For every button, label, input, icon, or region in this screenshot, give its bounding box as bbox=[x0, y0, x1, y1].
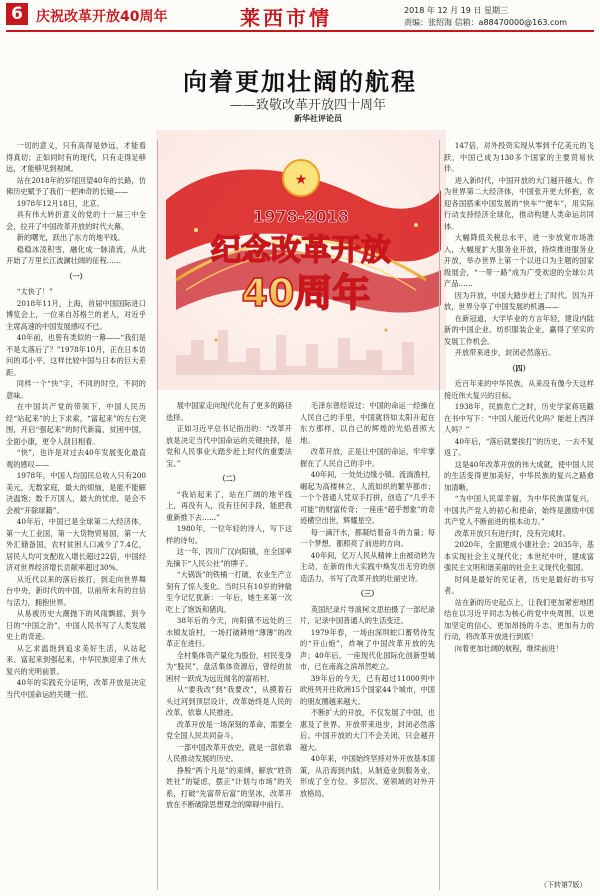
paragraph: 改革开放，正是让中国的命运，牢牢掌握在了人民自己的手中。 bbox=[300, 447, 435, 468]
banner-graphic bbox=[156, 130, 446, 390]
paragraph: 具有伟大转折意义的党的十一届三中全会，拉开了中国改革开放的时代大幕。 bbox=[6, 210, 146, 231]
article-column-1 bbox=[6, 140, 146, 890]
paragraph: 从乞求温饱到追求美好生活，从站起来、富起来到强起来，中华民族迎来了伟大复兴的光明前景。 bbox=[6, 643, 146, 676]
paragraph: 因为开放，中国大踏步赶上了时代。因为开放，世界分享了中国发展的机遇—— bbox=[444, 290, 594, 311]
paragraph: 38年后的今天，向阳镇不远处的三水镇友谊村，一场打破耕地“薄薄”的改革正在进行。 bbox=[166, 616, 292, 648]
paragraph: 近百年来的中华民族，从来没有像今天这样接近伟大复兴的目标。 bbox=[444, 379, 594, 400]
continuation-note: （下转第7版） bbox=[540, 881, 587, 889]
paragraph: 从近代以来的落后挨打，到走向世界舞台中央，新时代的中国，以前所未有的自信与活力，拥抱世界。 bbox=[6, 574, 146, 607]
paragraph: “太快了！” bbox=[16, 287, 53, 296]
article-column-2 bbox=[166, 400, 292, 890]
paragraph: 不断扩大的开放，不仅发展了中国，也惠及了世界。开放带来进步，封闭必然落后。中国开放的大门不会关闭，只会越开越大。 bbox=[300, 708, 435, 752]
paragraph: 改革开放只有进行时，没有完成时。 bbox=[454, 528, 570, 538]
paragraph: 在中国共产党的带领下，中国人民历经“站起来”的上下求索，“富起来”的左右突围，开启“强起来”的时代新篇，贫困中国，全面小康，更令人刮目相看。 bbox=[6, 402, 146, 446]
article-byline: 新华社评论员 bbox=[294, 114, 342, 123]
paragraph: 40年后，中国已是全球第二大经济体，第一大工业国，第一大货物贸易国，第一大外汇储备国，农村贫困人口减少了7.4亿，居民人均可支配收入增长超过22倍，中国经济对世界经济增长贡献率超过30%。 bbox=[6, 517, 146, 572]
editor-info: 责编：张绍海 信箱：a88470000@163.com bbox=[404, 18, 568, 27]
paragraph: 正如习近平总书记指出的：“改革开放是决定当代中国命运的关键抉择，是党和人民事业大踏步赶上时代的重要法宝。” bbox=[166, 424, 292, 468]
article-subtitle: ——致敬改革开放四十周年 bbox=[230, 98, 387, 113]
paragraph: 从“要我改”到“我要改”，从摸着石头过河到顶层设计，改革始终是人民的改革，依靠人民推进。 bbox=[166, 685, 292, 717]
paragraph: “大锅饭”的铁桶一打破，农业生产立刻有了惊人变化。当时只有10岁的钟敏至今记忆犹新：一年后，她生来第一次吃上了饱饭和猪肉。 bbox=[166, 570, 292, 614]
section-heading: （二） bbox=[218, 474, 240, 483]
paragraph: 40年前，也曾有类似的一幕——“我们是不是太落后了？”1978年10月，正在日本访问的邓小平，这样比较中国与日本的巨大差距。 bbox=[6, 333, 146, 377]
paragraph: 大幅降低关税总水平，进一步放宽市场准入，大幅度扩大服务业开放，持续推进服务业开放，举办世界上第一个以进口为主题的国家级展会，“一带一路”成为广受欢迎的全球公共产品…… bbox=[444, 233, 594, 288]
paragraph: 这是40年改革开放的伟大成就，使中国人民的生活变得更加美好，中华民族的复兴之路愈加清晰。 bbox=[444, 459, 594, 492]
paragraph: 同样一个“快”字，不同的时空，不同的意味。 bbox=[6, 379, 146, 400]
section-heading: （四） bbox=[508, 363, 530, 373]
issue-date: 2018 年 12 月 19 日 星期三 bbox=[404, 6, 508, 15]
paragraph: 站在2018年的岁尾回望40年的长路，仿佛历史赋予了我们一把神奇的长镜—— bbox=[6, 175, 146, 196]
paragraph: “为中国人民谋幸福，为中华民族谋复兴，中国共产党人的初心和使命，始终是激励中国共产党人不断前进的根本动力。” bbox=[444, 494, 594, 526]
paragraph: 1980年，一位年轻的诗人，写下这样的诗句。 bbox=[166, 524, 292, 545]
paragraph: 40年后，“落后就要挨打”的历史，一去不复返了。 bbox=[444, 436, 594, 457]
paragraph: 一部中国改革开放史，就是一部依靠人民推动发展的历史。 bbox=[166, 742, 292, 763]
banner-line1: 纪念改革开放 bbox=[211, 233, 391, 268]
paragraph: 1978年12月18日，北京。 bbox=[16, 198, 104, 208]
paragraph: 挣脱“两个凡是”的束缚，解放“姓资姓社”的疑虑，摆正“计划与市场”的关系，打破“先富带后富”的坚冰，改革开放在不断破除思想观念的障碍中前行。 bbox=[166, 765, 292, 809]
svg-text:★: ★ bbox=[294, 172, 308, 188]
banner-line2: 40周年 bbox=[241, 271, 371, 315]
anniversary-banner bbox=[156, 130, 446, 390]
paragraph: 2018年11月，上海，首届中国国际进口博览会上，一位来自苏格兰的老人，对近乎主席高速的中国发展感叹不已。 bbox=[6, 298, 146, 331]
paragraph: 在新冠道，大学毕业的方言年轻，建设内陆新的中国企业、纺织服装企业，赢得了坚实的发展工作机会。 bbox=[444, 313, 594, 346]
paragraph: 英国纪录片导演柯文思拍摄了一部纪录片，记录中国普通人的生活变迁。 bbox=[300, 604, 435, 625]
banner-years: 1978-2018 bbox=[253, 207, 349, 226]
paragraph: 147倍，对外投资实现从零到千亿美元的飞跃，中国已成为130多个国家的主要贸易伙伴。 bbox=[444, 141, 594, 173]
paragraph: 40年间，一处处边缘小镇、流淌渔村，崛起为高楼林立、人流如织的繁华都市；一个个普通人凭双手打拼，创造了“几乎不可能”的财富传奇；一座座“超乎想象”的奇迹横空出世，辉耀星空。 bbox=[300, 470, 435, 525]
section-title: 庆祝改革开放40周年 bbox=[36, 9, 168, 25]
paragraph: 1979年春，一场由深圳蛇口蓄势待发的“开山炮”，炸响了中国改革开放的先声；40年后，一座现代化国际化创新型城市，已在南海之滨昂然屹立。 bbox=[300, 627, 435, 671]
article-column-4 bbox=[444, 140, 594, 890]
paragraph: 时间是最好的见证者，历史是最好的书写者。 bbox=[444, 574, 594, 595]
paragraph: 1938年，民族危亡之时，历史学家蒋廷黻在书中写下：“中国人能近代化吗？能赶上西洋人吗？” bbox=[444, 402, 594, 434]
paragraph: 新的曙光，跃出了东方的地平线。 bbox=[16, 233, 125, 242]
section-heading: （一） bbox=[65, 271, 87, 281]
paragraph: 稳稳冰凌积雪，融化成一脉清流，从此开始了万里长江波澜壮阔的征程…… bbox=[6, 244, 146, 265]
page-number: 6 bbox=[6, 3, 28, 25]
paragraph: 2020年，全面建成小康社会；2035年，基本实现社会主义现代化；本世纪中叶，建成富强民主文明和谐美丽的社会主义现代化强国。 bbox=[444, 540, 594, 572]
masthead-logo: 莱西市情 bbox=[240, 6, 332, 30]
paragraph: 从易被历史大潮抛下的风雨飘摇，到今日的“中国之治”，中国人民书写了人类发展史上的奇迹。 bbox=[6, 609, 146, 641]
paragraph: 展中国家走向现代化有了更多的路径选择。 bbox=[166, 401, 292, 422]
column-divider bbox=[157, 140, 158, 890]
paragraph: 39年后的今天，已有超过11000列中欧班列开往欧洲15个国家44个城市，中国的朋友圈越来越大。 bbox=[300, 673, 435, 706]
section-heading: （三） bbox=[356, 589, 379, 598]
paragraph: 开放带来进步，封闭必然落后。 bbox=[454, 348, 556, 357]
paragraph: 40年间，亿万人民从精神上由被动转为主动，在新的伟大实践中焕发出无穷的创造活力，书写了改革开放的壮丽史诗。 bbox=[300, 550, 435, 583]
paragraph: “快”，也许是对过去40年发展变化最直观的感叹—— bbox=[6, 448, 146, 469]
paragraph: 改革开放是一场深刻的革命，需要全党全国人民共同奋斗。 bbox=[166, 719, 292, 740]
paragraph: 进入新时代，中国开放的大门越开越大。作为世界第二大经济体，中国张开更大怀抱，欢迎各国搭乘中国发展的“快车”“便车”，用实际行动支持经济全球化，推动构建人类命运共同体。 bbox=[444, 175, 594, 231]
page-header bbox=[0, 0, 600, 30]
paragraph: 每一滴汗水，都凝结着奋斗的力量；每一个梦想，都照亮了前进的方向。 bbox=[300, 527, 435, 548]
paragraph: 这一年，四川广汉向阳镇，在全国率先摘下“人民公社”的牌子。 bbox=[166, 547, 292, 568]
article-title: 向着更加壮阔的航程 bbox=[183, 67, 417, 96]
paragraph: 一切的意义，只有高得是妙远，才能看得真切；正如同时有的现代，只有走得足够远，才能够见到视域。 bbox=[6, 141, 146, 173]
paragraph: 全村集体资产量化为股份，村民变身为“股民”，盘活集体资源后，曾经的贫困村一跃成为远近闻名的富裕村。 bbox=[166, 650, 292, 683]
column-divider bbox=[439, 140, 440, 890]
paragraph: 向着更加壮阔的航程，继续前进！ bbox=[454, 643, 563, 653]
paragraph: 1978年，中国人均国民总收入只有200美元，无数家庭，最大的烦恼，是能不能解决温饱；数千万国人，最大的忧虑，是会不会被“开除球籍”。 bbox=[6, 471, 146, 515]
header-rule bbox=[6, 30, 594, 32]
paragraph: 毛泽东曾经说过：中国的命运一经操在人民自己的手里，中国就将如太阳升起在东方那样，以自己的辉煌的光焰普照大地。 bbox=[300, 401, 435, 445]
paragraph: 40年来，中国始终坚持对外开放基本国策，从沿海到内陆，从制造业到服务业，形成了全方位、多层次、宽领域的对外开放格局。 bbox=[300, 754, 435, 798]
paragraph: 40年的实践充分证明，改革开放是决定当代中国命运的关键一招。 bbox=[6, 678, 146, 699]
paragraph: 站在新的历史起点上，让我们更加紧密地团结在以习近平同志为核心的党中央周围，以更加坚定的信心、更加昂扬的斗志、更加有力的行动，将改革开放进行到底！ bbox=[444, 597, 594, 641]
article-column-3 bbox=[300, 400, 435, 890]
paragraph: “我站起来了，站在广阔的地平线上，再没有人，没有任何手段，能把我重新推下去……” bbox=[166, 489, 292, 522]
